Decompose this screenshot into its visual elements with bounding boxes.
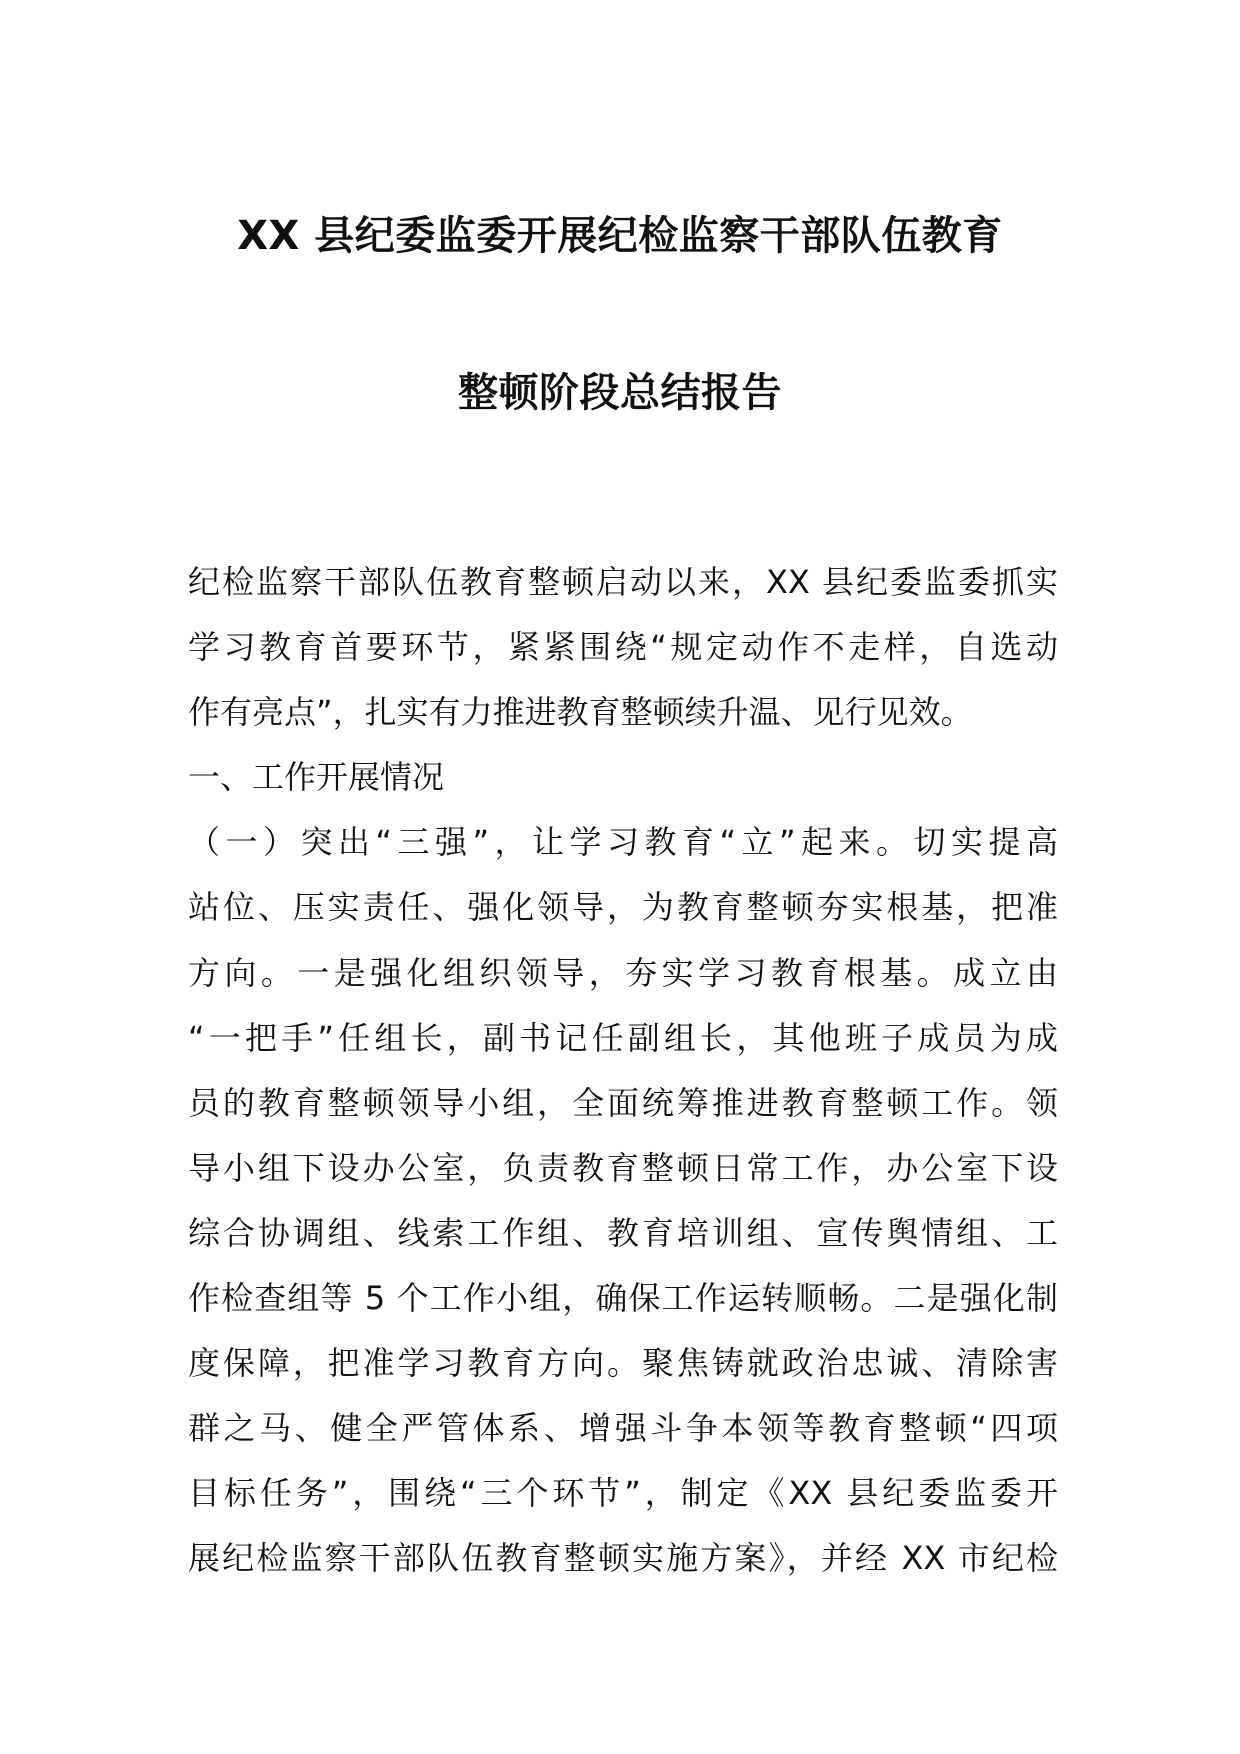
document-title-line-2: 整顿阶段总结报告 bbox=[458, 370, 782, 416]
body-line: 方向。一是强化组织领导，夯实学习教育根基。成立由 bbox=[188, 953, 1058, 992]
body-line: 学习教育首要环节，紧紧围绕“规定动作不走样，自选动 bbox=[188, 628, 1058, 667]
document-body bbox=[188, 550, 1058, 1592]
body-line: 展纪检监察干部队伍教育整顿实施方案》，并经 XX 市纪检 bbox=[188, 1539, 1058, 1578]
body-line: “一把手”任组长，副书记任副组长，其他班子成员为成 bbox=[188, 1018, 1058, 1057]
body-line: 群之马、健全严管体系、增强斗争本领等教育整顿“四项 bbox=[188, 1409, 1058, 1448]
section-heading: 一、工作开展情况 bbox=[188, 758, 445, 797]
body-line: 纪检监察干部队伍教育整顿启动以来，XX 县纪委监委抓实 bbox=[188, 563, 1058, 601]
body-line: 员的教育整顿领导小组，全面统筹推进教育整顿工作。领 bbox=[188, 1083, 1058, 1122]
body-line: 导小组下设办公室，负责教育整顿日常工作，办公室下设 bbox=[188, 1148, 1058, 1187]
body-line: 综合协调组、线索工作组、教育培训组、宣传舆情组、工 bbox=[188, 1213, 1058, 1252]
body-line: 目标任务”，围绕“三个环节”，制定《XX 县纪委监委开 bbox=[188, 1474, 1058, 1513]
document-title-line-1: XX 县纪委监委开展纪检监察干部队伍教育 bbox=[237, 213, 1003, 259]
body-line: 作有亮点”，扎实有力推进教育整顿续升温、见行见效。 bbox=[188, 693, 973, 732]
body-line: 站位、压实责任、强化领导，为教育整顿夯实根基，把准 bbox=[188, 888, 1058, 927]
body-line: （一）突出“三强”，让学习教育“立”起来。切实提高 bbox=[188, 823, 1058, 862]
body-line: 作检查组等 5 个工作小组，确保工作运转顺畅。二是强化制 bbox=[188, 1279, 1058, 1318]
body-line: 度保障，把准学习教育方向。聚焦铸就政治忠诚、清除害 bbox=[188, 1344, 1058, 1383]
